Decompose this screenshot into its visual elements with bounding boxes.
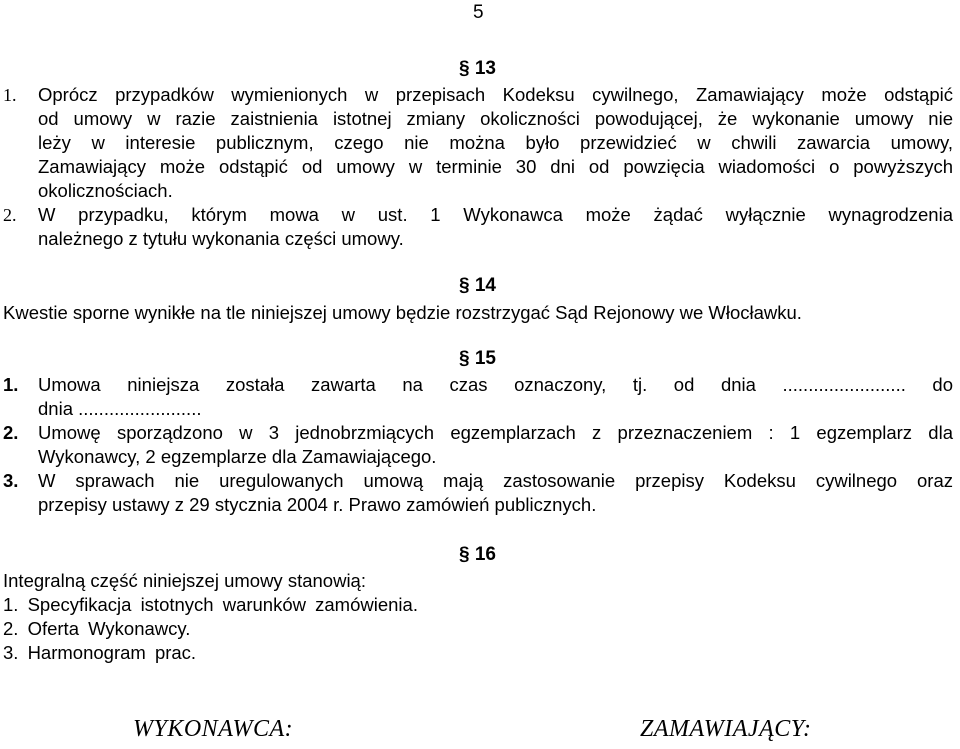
s15-p1-number: 1.: [3, 374, 19, 395]
section-13-heading: § 13: [459, 58, 496, 79]
contractor-signature-label: WYKONAWCA:: [133, 716, 294, 742]
s13-p2-number: 2.: [3, 205, 17, 225]
s13-p1-line-2: od umowy w razie zaistnienia istotnej zmiany okoliczności powodującej, że wykonanie umowy nie: [38, 108, 953, 129]
s14-text: Kwestie sporne wynikłe na tle niniejszej umowy będzie rozstrzygać Sąd Rejonowy we Włocławku.: [3, 302, 802, 323]
s16-item-2: 2. Oferta Wykonawcy.: [3, 618, 191, 639]
s16-item-3: 3. Harmonogram prac.: [3, 642, 197, 663]
s15-p2-number: 2.: [3, 422, 19, 443]
s15-p3-line-2: przepisy ustawy z 29 stycznia 2004 r. Prawo zamówień publicznych.: [38, 494, 597, 515]
section-16-heading: § 16: [459, 544, 496, 565]
s16-item-1: 1. Specyfikacja istotnych warunków zamówienia.: [3, 594, 418, 615]
s16-intro: Integralną część niniejszej umowy stanowią:: [3, 570, 366, 591]
s13-p2-line-1: W przypadku, którym mowa w ust. 1 Wykonawca może żądać wyłącznie wynagrodzenia: [38, 204, 953, 225]
s13-p1-number: 1.: [3, 85, 17, 105]
s13-p1-line-4: Zamawiający może odstąpić od umowy w terminie 30 dni od powzięcia wiadomości o powyższych: [38, 156, 953, 177]
section-15-heading: § 15: [459, 348, 496, 369]
s13-p1-line-1: Oprócz przypadków wymienionych w przepisach Kodeksu cywilnego, Zamawiający może odstąpić: [38, 84, 953, 105]
s13-p1-line-5: okolicznościach.: [38, 180, 173, 201]
section-14-heading: § 14: [459, 275, 496, 296]
s15-p1-line-1: Umowa niniejsza została zawarta na czas oznaczony, tj. od dnia ........................ do: [38, 374, 953, 395]
s13-p2-line-2: należnego z tytułu wykonania części umowy.: [38, 228, 404, 249]
s15-p3-line-1: W sprawach nie uregulowanych umową mają zastosowanie przepisy Kodeksu cywilnego oraz: [38, 470, 953, 491]
s15-p3-number: 3.: [3, 470, 19, 491]
s15-p2-line-2: Wykonawcy, 2 egzemplarze dla Zamawiającego.: [38, 446, 437, 467]
s15-p2-line-1: Umowę sporządzono w 3 jednobrzmiących egzemplarzach z przeznaczeniem : 1 egzemplarz dla: [38, 422, 953, 443]
client-signature-label: ZAMAWIAJĄCY:: [640, 716, 812, 742]
page-number: 5: [473, 2, 484, 23]
s13-p1-line-3: leży w interesie publicznym, czego nie można było przewidzieć w chwili zawarcia umowy,: [38, 132, 953, 153]
s15-p1-line-2: dnia ........................: [38, 398, 202, 419]
